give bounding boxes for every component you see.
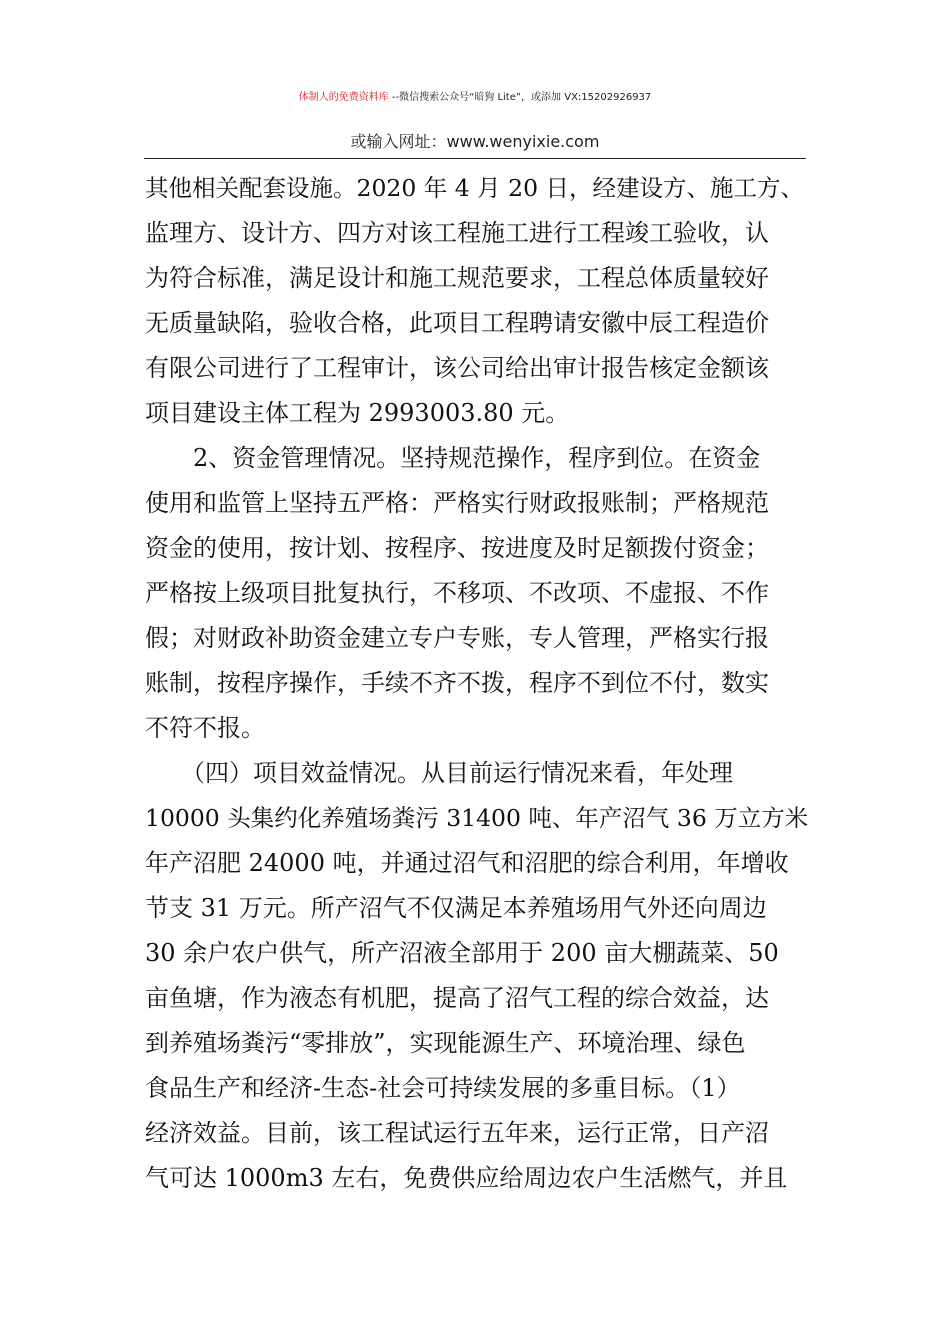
text-line: 年产沼肥 24000 吨，并通过沼气和沼肥的综合利用，年增收 [145, 849, 789, 877]
text-line: 监理方、设计方、四方对该工程施工进行工程竣工验收，认 [145, 219, 769, 247]
text-line: 项目建设主体工程为 2993003.80 元。 [145, 399, 570, 427]
text-line: 为符合标准，满足设计和施工规范要求，工程总体质量较好 [145, 264, 769, 292]
text-line: 10000 头集约化养殖场粪污 31400 吨、年产沼气 36 万立方米 [145, 804, 809, 832]
header-divider [144, 158, 806, 159]
text-line: 使用和监管上坚持五严格：严格实行财政报账制；严格规范 [145, 489, 769, 517]
text-line: 到养殖场粪污“零排放”，实现能源生产、环境治理、绿色 [145, 1029, 746, 1057]
text-line: 亩鱼塘，作为液态有机肥，提高了沼气工程的综合效益，达 [145, 984, 769, 1012]
text-line: （四）项目效益情况。从目前运行情况来看，年处理 [145, 759, 733, 787]
text-line: 30 余户农户供气，所产沼液全部用于 200 亩大棚蔬菜、50 [145, 939, 779, 967]
text-line: 2、资金管理情况。坚持规范操作，程序到位。在资金 [145, 444, 761, 472]
document-body [145, 166, 810, 1201]
header-brand: 体制人的免费资料库 [298, 92, 389, 103]
header-url-line: 或输入网址：www.wenyixie.com [350, 132, 600, 151]
text-line: 食品生产和经济-生态-社会可持续发展的多重目标。（1） [145, 1074, 741, 1102]
text-line: 其他相关配套设施。2020 年 4 月 20 日，经建设方、施工方、 [145, 174, 805, 202]
header-contact: --微信搜索公众号“暗狗 Lite”，或添加 VX:15202926937 [388, 92, 652, 103]
text-line: 资金的使用，按计划、按程序、按进度及时足额拨付资金； [145, 534, 769, 562]
text-line: 有限公司进行了工程审计，该公司给出审计报告核定金额该 [145, 354, 769, 382]
text-line: 不符不报。 [145, 714, 265, 742]
text-line: 严格按上级项目批复执行，不移项、不改项、不虚报、不作 [145, 579, 769, 607]
text-line: 假；对财政补助资金建立专户专账，专人管理，严格实行报 [145, 624, 769, 652]
text-line: 经济效益。目前，该工程试运行五年来，运行正常，日产沼 [145, 1119, 769, 1147]
header-banner [0, 86, 950, 110]
text-line: 气可达 1000m3 左右，免费供应给周边农户生活燃气，并且 [145, 1164, 788, 1192]
text-line: 无质量缺陷，验收合格，此项目工程聘请安徽中辰工程造价 [145, 309, 769, 337]
text-line: 节支 31 万元。所产沼气不仅满足本养殖场用气外还向周边 [145, 894, 767, 922]
text-line: 账制，按程序操作，手续不齐不拨，程序不到位不付，数实 [145, 669, 769, 697]
